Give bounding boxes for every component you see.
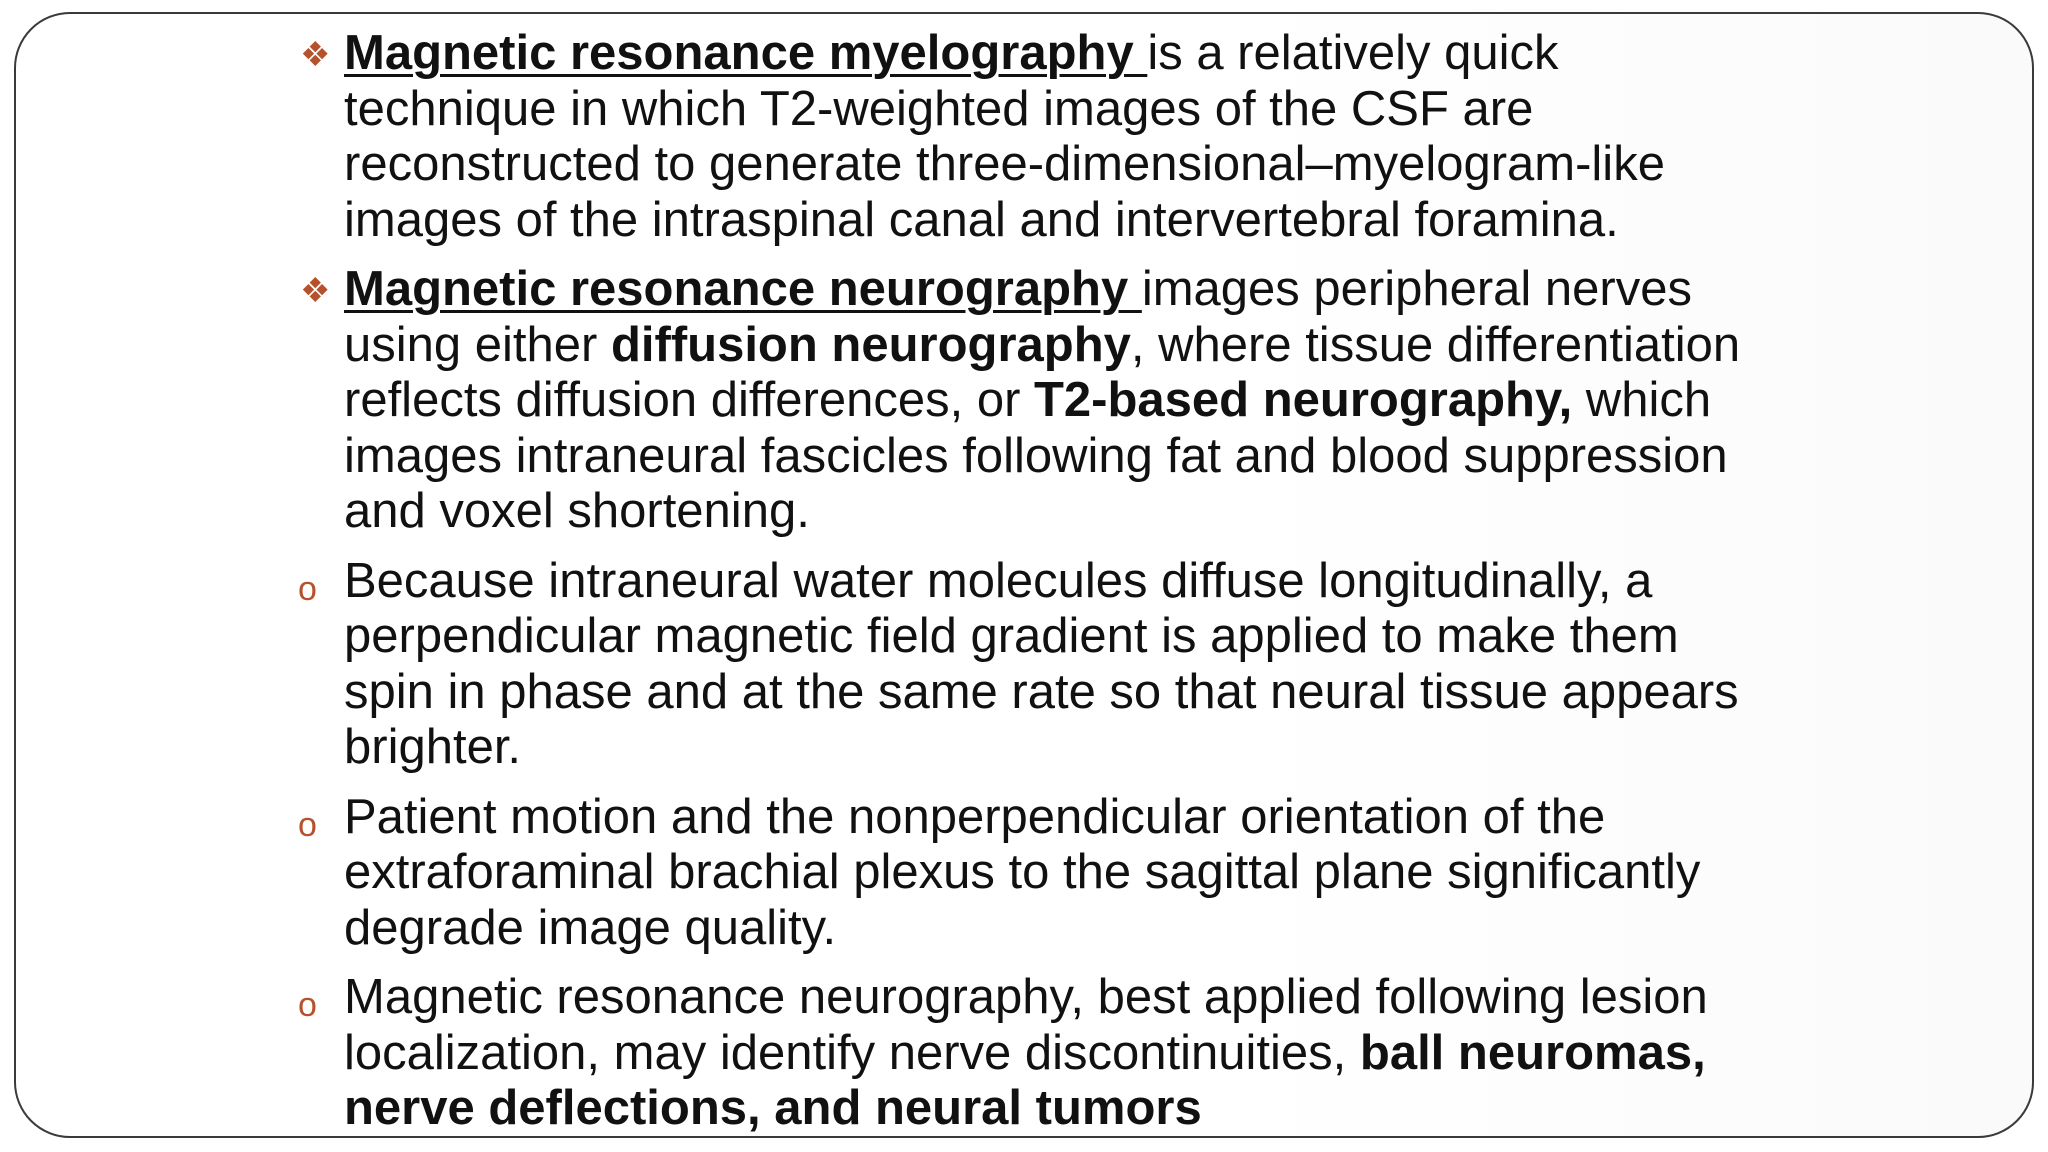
bold-t2-neurography: T2-based neurography, [1034, 373, 1573, 427]
term-myelography: Magnetic resonance myelography [344, 26, 1148, 80]
sub-bullet-item-localization [300, 970, 1780, 1137]
item-text: is a relatively quick technique in which T2-weighted images of the CSF are reconstructed to generate three-dimensional–myelogram-like images of the intraspinal canal and intervertebral foramina. [344, 26, 1665, 247]
item-text: Magnetic resonance neurography, best applied following lesion localization, may identify nerve discontinuities, [344, 970, 1708, 1080]
bullet-item-neurography [300, 262, 1780, 540]
circle-bullet-icon: o [298, 986, 317, 1024]
bold-diffusion-neurography: diffusion neurography [610, 317, 1131, 372]
item-text: , where tissue differentiation reflects diffusion differences, or [344, 317, 1741, 427]
diamond-bullet-icon: ❖ [300, 36, 331, 74]
slide-content [300, 26, 1780, 1151]
circle-bullet-icon: o [298, 805, 317, 844]
bold-lesion-types: ball neuromas, nerve deflections, and neural tumors [344, 1025, 1706, 1135]
sub-bullet-item-diffusion [300, 554, 1780, 776]
item-text: images peripheral nerves using either [344, 262, 1692, 372]
term-neurography: Magnetic resonance neurography [344, 262, 1142, 316]
item-text: Because intraneural water molecules diffuse longitudinally, a perpendicular magnetic field gradient is applied to make them spin in phase and at the same rate so that neural tissue appears brighter. [344, 553, 1739, 774]
item-text: Patient motion and the nonperpendicular orientation of the extraforaminal brachial plexus to the sagittal plane significantly degrade image quality. [344, 789, 1701, 955]
bullet-item-myelography [300, 26, 1780, 248]
sub-bullet-item-motion [300, 790, 1780, 957]
diamond-bullet-icon: ❖ [300, 272, 331, 310]
item-text: which images intraneural fascicles following fat and blood suppression and voxel shortening. [344, 373, 1728, 538]
circle-bullet-icon: o [298, 569, 317, 608]
